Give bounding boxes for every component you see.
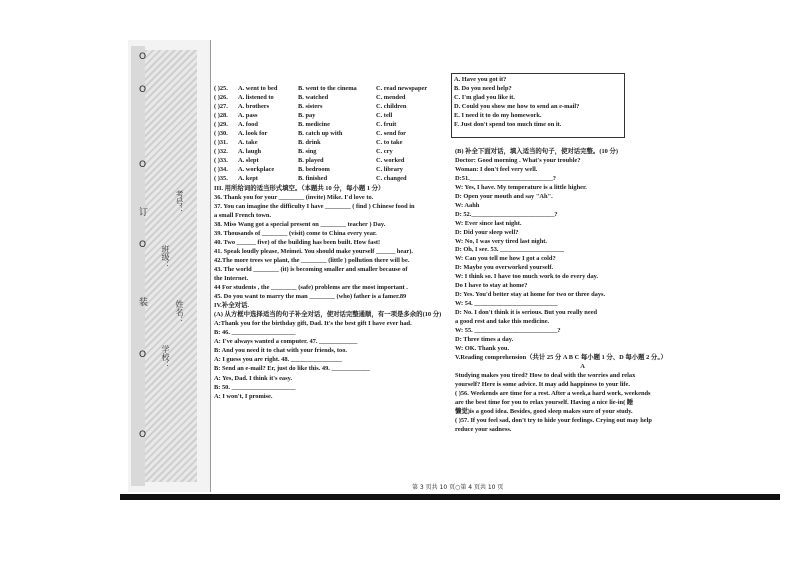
- field-xuexiao: 学校：: [161, 345, 170, 369]
- fill-line: 36. Thank you for your ________ (invite) Mike. I'd love to.: [214, 193, 374, 201]
- dialogue-line: W: 54. __________________________: [455, 300, 558, 308]
- choice-c: C. mended: [376, 94, 406, 102]
- choice-a: A. take: [238, 139, 258, 147]
- cut-mark: 订: [139, 208, 149, 218]
- option-a: A. Have you got it?: [454, 76, 507, 83]
- dialogue-line: A: I guess you are right. 48. ________________: [214, 356, 342, 364]
- choice-c: C. worked: [376, 157, 405, 165]
- choice-a: A. kept: [238, 175, 258, 183]
- dialogue-line: B: And you need it to chat with your friends, too.: [214, 347, 348, 355]
- choice-c: C. fruit: [376, 121, 397, 129]
- fill-line: 43. The world ________ (it) is becoming smaller and smaller because of: [214, 265, 408, 273]
- choice-a: A. went to bed: [238, 85, 278, 92]
- scan-shadow: [120, 494, 780, 500]
- fill-line: 42.The more trees we plant, the ________ (little ) pollution there will be.: [214, 256, 410, 264]
- choice-a: A. workplace: [238, 166, 275, 174]
- dialogue-line: A: I won't, I promise.: [214, 392, 273, 400]
- choice-num: ( )34.: [214, 166, 228, 174]
- dialogue-line: D: Oh, I see. 53. ____________________: [455, 246, 564, 254]
- passage-line: Studying makes you tired? How to deal with the worries and relax: [455, 371, 636, 379]
- fill-line: 38. Miss Wang got a special present on ________ teacher ) Day.: [214, 220, 386, 228]
- dialogue-line: W: Can you tell me how I got a cold?: [455, 255, 556, 263]
- choice-b: B. sisters: [298, 103, 323, 111]
- dialogue-line: D: 52.__________________________?: [455, 210, 558, 218]
- dialogue-line: W: OK. Thank you.: [455, 344, 510, 352]
- fill-line: the Internet.: [214, 274, 249, 282]
- choice-b: B. pay: [298, 112, 316, 120]
- dialogue-line: a good rest and take this medicine.: [455, 318, 550, 326]
- choice-b: B. catch up with: [298, 130, 343, 138]
- section4-title: IV.补全对话.: [214, 302, 250, 310]
- fill-line: 40. Two ______ five) of the building has been built. How fast!: [214, 238, 381, 246]
- dialogue-line: Do I have to stay at home?: [455, 282, 528, 290]
- section5-title: V.Reading comprehension（共计 25 分 A B C 每小题 1 分、D 每小题 2 分。）: [455, 353, 667, 361]
- option-c: C. I'm glad you like it.: [454, 94, 515, 102]
- dialogue-line: B: Send an e-mail? Er, just do like this. 49. ____________: [214, 365, 370, 373]
- dialogue-line: B: 50. ____________________: [214, 383, 296, 391]
- choice-b: B. bedroom: [298, 166, 330, 174]
- choice-num: ( )31.: [214, 139, 228, 147]
- choice-c: C. changed: [376, 175, 407, 183]
- choice-num: ( )27.: [214, 103, 228, 111]
- choice-c: C. read newspaper: [376, 85, 428, 92]
- option-b: B. Do you need help?: [454, 85, 512, 93]
- page-footer: 第 3 页共 10 页○第 4 页共 10 页: [412, 484, 504, 491]
- dialogue-line: A: Yes, Dad. I think it's easy.: [214, 374, 293, 382]
- choice-num: ( )28.: [214, 112, 228, 120]
- choice-a: A. pass: [238, 112, 258, 120]
- dialogue-line: D: No. I don't think it is serious. But you really need: [455, 309, 598, 317]
- cut-mark: O: [139, 240, 147, 250]
- choice-b: B. went to the cinema: [298, 85, 357, 92]
- passage-line: ( )57. If you feel sad, don't try to hide your feelings. Crying out may help: [455, 416, 652, 424]
- cut-line-strip: [131, 46, 145, 486]
- section4-a-instruction: (A) 从方框中选择适当的句子补全对话，使对话完整通顺，有一项是多余的(10 分): [214, 311, 442, 319]
- field-banji: 班级：: [161, 245, 170, 269]
- choice-c: C. send for: [376, 130, 406, 138]
- field-kaohao: 考号：: [175, 190, 184, 214]
- dialogue-line: D: Yes. You'd better stay at home for two or three days.: [455, 291, 606, 299]
- choice-b: B. played: [298, 157, 324, 165]
- dialogue-line: D: Maybe you overworked yourself.: [455, 264, 554, 272]
- student-info-panel: [145, 50, 197, 482]
- passage-line: yourself? Here is some advice. It may add happiness to your life.: [455, 380, 630, 388]
- choice-c: C. children: [376, 103, 407, 111]
- cut-mark: 装: [139, 298, 149, 308]
- choice-c: C. library: [376, 166, 403, 174]
- choice-a: A. slept: [238, 157, 259, 165]
- choice-num: ( )29.: [214, 121, 228, 129]
- dialogue-line: D: Open your mouth and say "Ah".: [455, 192, 553, 200]
- choice-a: A. brothers: [238, 103, 270, 111]
- dialogue-line: Doctor: Good morning . What's your trouble?: [455, 156, 581, 164]
- dialogue-line: W: I think so. I have too much work to do every day.: [455, 273, 599, 281]
- choice-a: A. listened to: [238, 94, 274, 102]
- section-b-title: (B) 补全下面对话，填入适当的句子，使对话完整。(10 分): [455, 148, 618, 155]
- passage-line: reduce your sadness.: [455, 425, 512, 433]
- choice-num: ( )33.: [214, 157, 228, 165]
- dialogue-line: D: Did your sleep well?: [455, 228, 519, 236]
- choice-b: B. drink: [298, 139, 321, 147]
- dialogue-line: W: Ever since last night.: [455, 219, 522, 227]
- dialogue-line: D: Three times a day.: [455, 336, 514, 344]
- fill-line: a small French town.: [214, 211, 272, 219]
- dialogue-line: Woman: I don't feel very well.: [455, 165, 538, 173]
- cut-mark: O: [139, 160, 147, 170]
- choice-a: A. food: [238, 121, 258, 129]
- choice-num: ( )25.: [214, 85, 228, 92]
- right-page: [455, 148, 710, 435]
- fill-line: 41. Speak loudly please, Meimei. You should make yourself ______ hear).: [214, 247, 413, 255]
- fill-line: 44 For students , the ________ (safe) problems are the most important .: [214, 284, 408, 292]
- cut-mark: O: [139, 85, 147, 95]
- passage-label: A: [580, 362, 585, 370]
- options-list: [454, 75, 622, 129]
- fill-line: 37. You can imagine the difficulty I have ________ ( find ) Chinese food in: [214, 202, 415, 210]
- dialogue-line: W: Yes, I have. My temperature is a little higher.: [455, 183, 587, 191]
- dialogue-line: D:51.__________________________?: [455, 174, 557, 182]
- passage-line: 懒觉)is a good idea. Besides, good sleep makes sure of your study.: [455, 407, 633, 415]
- choice-c: C. cry: [376, 148, 393, 156]
- cut-mark: O: [139, 430, 147, 440]
- choice-c: C. tell: [376, 112, 393, 120]
- left-page: [214, 84, 444, 401]
- choice-b: B. finished: [298, 175, 328, 183]
- choice-a: A. look for: [238, 130, 268, 138]
- choice-c: C. to take: [376, 139, 403, 147]
- choice-b: B. watched: [298, 94, 329, 102]
- choice-num: ( )35.: [214, 175, 228, 183]
- section3-title: III. 用所给词的适当形式填空。（本题共 10 分，每小题 1 分）: [214, 184, 385, 192]
- option-d: D. Could you show me how to send an e-mail?: [454, 103, 580, 111]
- dialogue-line: W: No, I was very tired last night.: [455, 237, 548, 245]
- dialogue-line: B: 46. ____________________: [214, 329, 296, 337]
- cut-mark: O: [139, 350, 147, 360]
- choice-list: [214, 84, 444, 184]
- choice-b: B. sing: [298, 148, 317, 156]
- dialogue-line: A:Thank you for the birthday gift, Dad. It's the best gift I have ever had.: [214, 320, 412, 328]
- choice-num: ( )26.: [214, 94, 228, 102]
- fill-line: 39. Thousands of ________ (visit) come to China every year.: [214, 229, 377, 237]
- field-xingming: 姓名：: [175, 300, 184, 324]
- choice-num: ( )32.: [214, 148, 228, 156]
- dialogue-line: W: 55. __________________________?: [455, 327, 561, 335]
- fill-line: 45. Do you want to marry the man ________ (who) father is a famer.89: [214, 293, 407, 301]
- dialogue-line: A: I've always wanted a computer. 47. ____________: [214, 338, 358, 346]
- option-f: F. Just don't spend too much time on it.: [454, 121, 562, 129]
- cut-mark: O: [139, 52, 147, 62]
- option-e: E. I need it to do my homework.: [454, 112, 542, 120]
- choice-a: A. laugh: [238, 148, 262, 156]
- choice-num: ( )30.: [214, 130, 228, 138]
- dialogue-line: W: Aahh: [455, 201, 480, 209]
- choice-b: B. medicine: [298, 121, 330, 129]
- passage-line: ( )56. Weekends are time for a rest. After a week,a hard work, weekends: [455, 389, 651, 397]
- passage-line: are the best time for you to relax yourself. Having a nice lie-in( 睡: [455, 398, 634, 406]
